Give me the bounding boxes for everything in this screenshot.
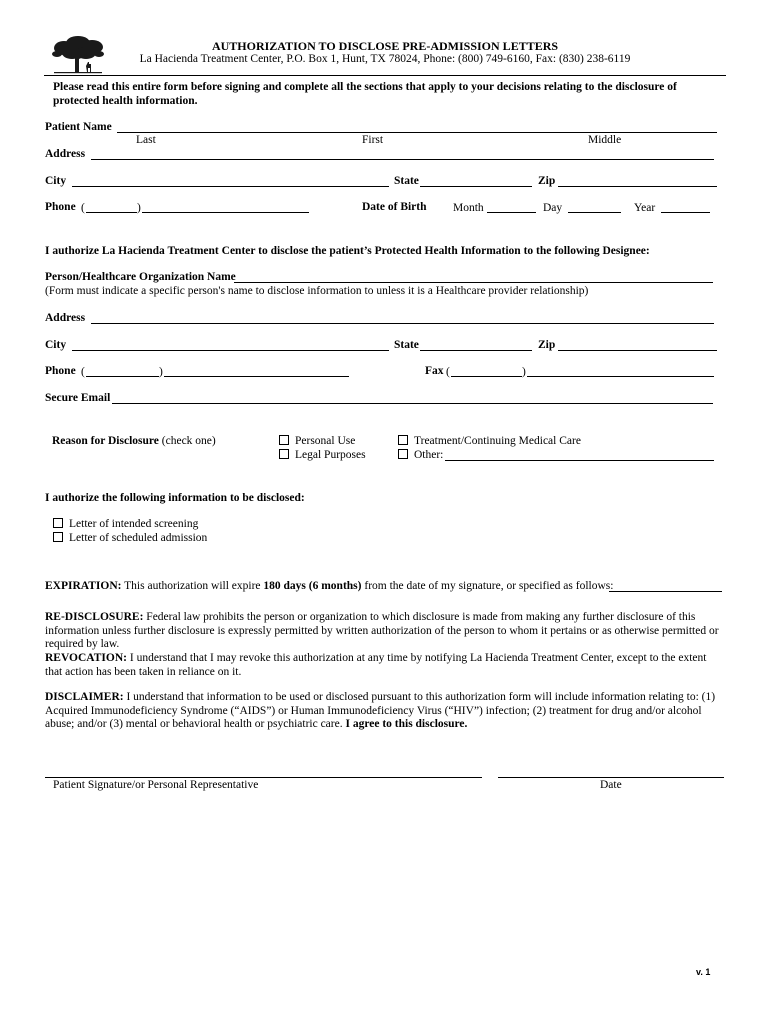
- designee-state-field[interactable]: [420, 350, 532, 351]
- checkbox[interactable]: [53, 518, 63, 528]
- designee-state-label: State: [394, 339, 419, 351]
- patient-zip-label: Zip: [538, 175, 556, 187]
- day-label: Day: [543, 202, 563, 214]
- designee-zip-field[interactable]: [558, 350, 717, 351]
- fax-area-field[interactable]: [451, 376, 522, 377]
- designee-address-label: Address: [45, 312, 86, 324]
- designee-city-label: City: [45, 339, 67, 351]
- designee-phone-paren-open: (: [81, 366, 85, 378]
- patient-phone-area-field[interactable]: [86, 212, 137, 213]
- patient-phone-number-field[interactable]: [142, 212, 309, 213]
- designee-city-field[interactable]: [72, 350, 389, 351]
- dob-year-field[interactable]: [661, 212, 710, 213]
- secure-email-field[interactable]: [112, 403, 713, 404]
- checkbox[interactable]: [398, 449, 408, 459]
- redisclosure-paragraph: RE-DISCLOSURE: Federal law prohibits the person or organization to which disclosure is made from making any further disclosure of this information unless further disclosure is expressly permitted by written authorization of the person to whom it pertains or as otherwise permitted or required by law.: [45, 611, 719, 650]
- patient-state-field[interactable]: [420, 186, 532, 187]
- patient-city-label: City: [45, 175, 67, 187]
- person-org-note: (Form must indicate a specific person's name to disclose information to unless it is a Healthcare provider relationship): [45, 285, 589, 297]
- person-org-field[interactable]: [234, 282, 713, 283]
- patient-phone-label: Phone: [45, 201, 76, 213]
- designee-heading: I authorize La Hacienda Treatment Center to disclose the patient’s Protected Health Information to the following Designee:: [45, 245, 650, 257]
- expiration-text: EXPIRATION: This authorization will expire 180 days (6 months) from the date of my signature, or specified as follows:: [45, 580, 614, 592]
- info-heading: I authorize the following information to be disclosed:: [45, 492, 305, 504]
- date-field[interactable]: [498, 777, 724, 778]
- phone-paren-close: ): [137, 202, 141, 214]
- patient-city-field[interactable]: [72, 186, 389, 187]
- patient-name-label: Patient Name: [45, 121, 112, 133]
- intro-text: Please read this entire form before signing and complete all the sections that apply to your decisions relating to the disclosure of protected health information.: [53, 81, 677, 107]
- center-address: La Hacienda Treatment Center, P.O. Box 1, Hunt, TX 78024, Phone: (800) 749-6160, Fax: (830) 238-6119: [139, 53, 631, 65]
- dob-month-field[interactable]: [487, 212, 536, 213]
- phone-paren-open: (: [81, 202, 85, 214]
- month-label: Month: [453, 202, 484, 214]
- year-label: Year: [634, 202, 656, 214]
- middle-label: Middle: [588, 134, 622, 146]
- reason-legal-purposes[interactable]: Legal Purposes: [279, 449, 366, 461]
- date-label: Date: [600, 779, 622, 791]
- designee-zip-label: Zip: [538, 339, 556, 351]
- patient-address-field[interactable]: [91, 159, 714, 160]
- info-intended-screening[interactable]: Letter of intended screening: [53, 518, 198, 530]
- dob-label: Date of Birth: [362, 201, 427, 213]
- dob-day-field[interactable]: [568, 212, 621, 213]
- checkbox[interactable]: [53, 532, 63, 542]
- reason-label-group: [52, 435, 216, 447]
- designee-phone-number-field[interactable]: [164, 376, 349, 377]
- designee-address-field[interactable]: [91, 323, 714, 324]
- info-scheduled-admission[interactable]: Letter of scheduled admission: [53, 532, 207, 544]
- person-org-label: Person/Healthcare Organization Name: [45, 271, 236, 283]
- checkbox[interactable]: [398, 435, 408, 445]
- reason-note: (check one): [161, 435, 216, 447]
- version-label: v. 1: [696, 967, 711, 977]
- checkbox[interactable]: [279, 449, 289, 459]
- patient-state-label: State: [394, 175, 419, 187]
- designee-phone-area-field[interactable]: [86, 376, 159, 377]
- patient-name-field[interactable]: [117, 132, 717, 133]
- header-rule: [44, 75, 726, 76]
- reason-other[interactable]: Other:: [398, 449, 443, 461]
- reason-label: Reason for Disclosure: [52, 435, 159, 447]
- designee-phone-paren-close: ): [159, 366, 163, 378]
- patient-zip-field[interactable]: [558, 186, 717, 187]
- fax-label: Fax: [425, 365, 444, 377]
- reason-other-field[interactable]: [445, 460, 714, 461]
- fax-paren-open: (: [446, 366, 450, 378]
- first-label: First: [362, 134, 384, 146]
- signature-label: Patient Signature/or Personal Representative: [53, 779, 259, 791]
- secure-email-label: Secure Email: [45, 392, 111, 404]
- checkbox[interactable]: [279, 435, 289, 445]
- last-label: Last: [136, 134, 156, 146]
- revocation-paragraph: REVOCATION: I understand that I may revoke this authorization at any time by notifying La Hacienda Treatment Center, except to the extent that action has been taken in reliance on it.: [45, 652, 707, 678]
- designee-phone-label: Phone: [45, 365, 76, 377]
- patient-address-label: Address: [45, 148, 86, 160]
- fax-number-field[interactable]: [527, 376, 714, 377]
- form-title: AUTHORIZATION TO DISCLOSE PRE-ADMISSION LETTERS: [211, 39, 559, 53]
- disclaimer-paragraph: DISCLAIMER: I understand that information to be used or disclosed pursuant to this authorization form will include information relating to: (1) Acquired Immunodeficiency Syndrome (“AIDS”) or Human Immunodeficiency Virus (“HIV”) infection; (2) treatment for drug and/or alcohol abuse; and/or (3) mental or behavioral health or psychiatric care. I agree to this disclosure.: [45, 691, 716, 730]
- fax-paren-close: ): [522, 366, 526, 378]
- reason-personal-use[interactable]: Personal Use: [279, 435, 355, 447]
- expiration-field[interactable]: [609, 591, 722, 592]
- signature-field[interactable]: [45, 777, 482, 778]
- reason-treatment[interactable]: Treatment/Continuing Medical Care: [398, 435, 581, 447]
